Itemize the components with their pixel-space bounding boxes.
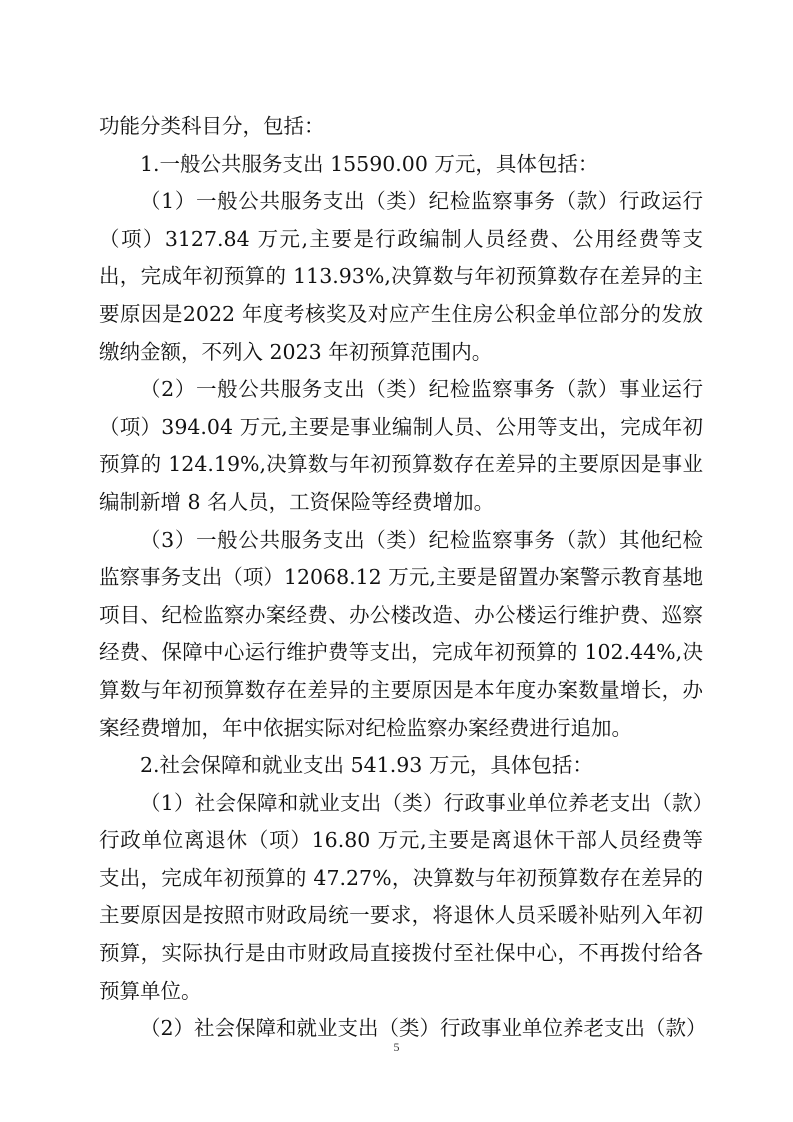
paragraph-item-2-2: （2）社会保障和就业支出（类）行政事业单位养老支出（款） bbox=[140, 1016, 707, 1041]
paragraph-item-1-3: （3）一般公共服务支出（类）纪检监察事务（款）其他纪检监察事务支出（项）12068.12 万元,主要是留置办案警示教育基地项目、纪检监察办案经费、办公楼改造、办公楼运行维护费、巡察经费、保障中心运行维护费等支出，完成年初预算的 102.44%,决算数与年初预算数存在差异的主要原因是本年度办案数量增长，办案经费增加，年中依据实际对纪检监察办案经费进行追加。 bbox=[99, 527, 703, 740]
document-body bbox=[99, 108, 707, 1048]
paragraph-item-1-1: （1）一般公共服务支出（类）纪检监察事务（款）行政运行（项）3127.84 万元,主要是行政编制人员经费、公用经费等支出，完成年初预算的 113.93%,决算数与年初预算数存在差异的主要原因是2022 年度考核奖及对应产生住房公积金单位部分的发放缴纳金额，不列入 2023 年初预算范围内。 bbox=[99, 189, 703, 364]
paragraph-section-1-heading: 1.一般公共服务支出 15590.00 万元，具体包括： bbox=[140, 151, 599, 176]
paragraph-section-2-heading: 2.社会保障和就业支出 541.93 万元，具体包括： bbox=[140, 753, 593, 778]
paragraph-item-2-1: （1）社会保障和就业支出（类）行政事业单位养老支出（款）行政单位离退休（项）16.80 万元,主要是离退休干部人员经费等支出，完成年初预算的 47.27%，决算数与年初预算数存在差异的主要原因是按照市财政局统一要求，将退休人员采暖补贴列入年初预算，实际执行是由市财政局直接拨付至社保中心，不再拨付给各预算单位。 bbox=[99, 790, 703, 1003]
page-number: 5 bbox=[393, 1040, 400, 1054]
paragraph-intro: 功能分类科目分，包括： bbox=[99, 114, 325, 138]
paragraph-item-1-2: （2）一般公共服务支出（类）纪检监察事务（款）事业运行（项）394.04 万元,主要是事业编制人员、公用等支出，完成年初预算的 124.19%,决算数与年初预算数存在差异的主要原因是事业编制新增 8 名人员，工资保险等经费增加。 bbox=[99, 377, 703, 514]
